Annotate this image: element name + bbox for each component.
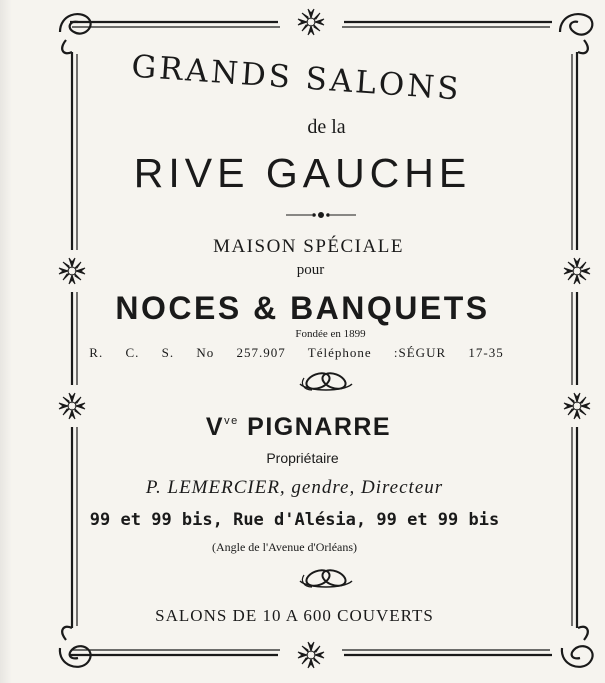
owner-name: PIGNARRE — [247, 413, 392, 441]
registry-line — [0, 345, 599, 361]
corner-scroll-br — [562, 646, 593, 667]
corner-note: (Angle de l'Avenue d'Orléans) — [211, 540, 358, 554]
flower-ornament-top — [298, 9, 324, 35]
title-divider — [286, 213, 356, 218]
rings-ornament-lower — [300, 567, 352, 588]
founded-year: Fondée en 1899 — [295, 328, 366, 340]
corner-scroll-tl — [60, 14, 91, 34]
establishment-name: RIVE GAUCHE — [133, 150, 472, 196]
corner-scroll-bl — [60, 646, 91, 667]
maison-speciale: MAISON SPÉCIALE — [213, 236, 404, 257]
owner-name-line — [0, 413, 601, 442]
header-de-la: de la — [307, 116, 346, 138]
header-title: GRANDS SALONS — [130, 48, 463, 108]
pour-text: pour — [296, 262, 325, 278]
flower-ornament-bottom — [298, 642, 324, 668]
corner-scroll-tr — [560, 14, 592, 35]
noces-banquets: NOCES & BANQUETS — [115, 290, 490, 326]
rings-ornament-upper — [300, 370, 352, 391]
owner-prefix-sup: ve — [224, 415, 239, 427]
capacity-line: SALONS DE 10 A 600 COUVERTS — [155, 606, 434, 625]
owner-role: Propriétaire — [266, 450, 339, 466]
rcs-number: R. C. S. No 257.907 — [89, 345, 286, 360]
street-address: 99 et 99 bis, Rue d'Alésia, 99 et 99 bis — [89, 510, 500, 530]
director-line: P. LEMERCIER, gendre, Directeur — [145, 477, 444, 498]
owner-prefix: V — [205, 413, 225, 441]
telephone: Téléphone :SÉGUR 17-35 — [307, 345, 504, 360]
